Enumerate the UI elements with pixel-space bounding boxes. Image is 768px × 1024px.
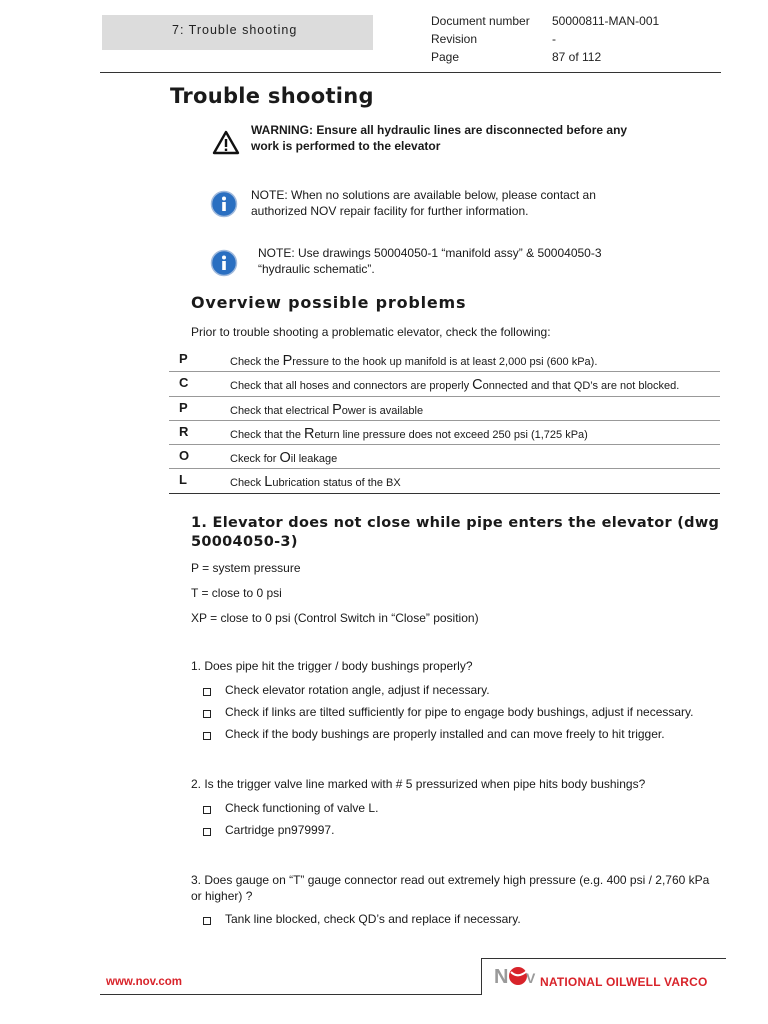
nov-logo-icon xyxy=(494,963,538,989)
revision-label: Revision xyxy=(431,32,478,46)
list-item: Check functioning of valve L. xyxy=(203,801,723,817)
check-description: Check that the Return line pressure does not exceed 250 psi (1,725 kPa) xyxy=(230,425,588,442)
table-row xyxy=(169,469,720,493)
list-item: Tank line blocked, check QD’s and replace if necessary. xyxy=(203,912,723,928)
list-item: Cartridge pn979997. xyxy=(203,823,723,839)
svg-text:V: V xyxy=(526,970,536,986)
check-description: Check that all hoses and connectors are properly Connected and that QD’s are not blocked. xyxy=(230,377,680,394)
checkbox-bullet-icon xyxy=(203,917,211,925)
svg-text:N: N xyxy=(494,966,509,988)
table-row xyxy=(169,421,720,445)
website-link[interactable]: www.nov.com xyxy=(106,976,183,988)
list-item: Check elevator rotation angle, adjust if necessary. xyxy=(203,683,723,699)
check-letter: O xyxy=(179,448,190,464)
check-description: Check that electrical Power is available xyxy=(230,401,424,418)
checkbox-bullet-icon xyxy=(203,806,211,814)
header-divider xyxy=(100,72,721,73)
check-description: Check Lubrication status of the BX xyxy=(230,474,401,491)
company-name: NATIONAL OILWELL VARCO xyxy=(540,975,708,989)
overview-heading: Overview possible problems xyxy=(191,293,467,312)
list-item: Check if the body bushings are properly installed and can move freely to hit trigger. xyxy=(203,727,723,743)
check-letter: L xyxy=(179,472,187,488)
doc-number: 50000811-MAN-001 xyxy=(552,14,660,28)
check-letter: R xyxy=(179,423,189,439)
check-table xyxy=(169,348,720,494)
warning-icon xyxy=(212,130,240,156)
check-letter: P xyxy=(179,351,188,366)
list-item: Check if links are tilted sufficiently for pipe to engage body bushings, adjust if necessary. xyxy=(203,705,723,721)
check-description: Check the Pressure to the hook up manifold is at least 2,000 psi (600 kPa). xyxy=(230,353,598,369)
note-drawings-text: NOTE: Use drawings 50004050-1 “manifold assy” & 50004050-3 “hydraulic schematic”. xyxy=(258,246,602,276)
tank-pressure-line: T = close to 0 psi xyxy=(191,586,282,600)
check-letter: P xyxy=(179,399,188,415)
xp-pressure-line: XP = close to 0 psi (Control Switch in “Close” position) xyxy=(191,611,479,625)
page-title: Trouble shooting xyxy=(170,84,374,108)
question-2: 2. Is the trigger valve line marked with # 5 pressurized when pipe hits body bushings? xyxy=(191,777,646,791)
revision: - xyxy=(552,32,556,46)
page-number: 87 of 112 xyxy=(552,50,602,64)
question-3: 3. Does gauge on “T” gauge connector read out extremely high pressure (e.g. 400 psi / 2,760 kPa or higher) ? xyxy=(191,873,710,903)
checkbox-bullet-icon xyxy=(203,710,211,718)
checkbox-bullet-icon xyxy=(203,828,211,836)
checkbox-bullet-icon xyxy=(203,732,211,740)
page-label: Page xyxy=(431,50,460,64)
info-icon xyxy=(210,249,238,277)
note-contact-text: NOTE: When no solutions are available below, please contact an authorized NOV repair facility for further information. xyxy=(251,188,596,218)
footer-divider-top xyxy=(481,958,726,959)
warning-text: WARNING: Ensure all hydraulic lines are disconnected before any work is performed to the elevator xyxy=(251,123,628,153)
table-row xyxy=(169,348,720,372)
section-label: 7: Trouble shooting xyxy=(172,23,298,37)
check-description: Ckeck for Oil leakage xyxy=(230,450,338,467)
table-row xyxy=(169,397,720,421)
check-letter: C xyxy=(179,375,189,391)
info-icon xyxy=(210,190,238,218)
system-pressure-line: P = system pressure xyxy=(191,561,301,575)
table-row xyxy=(169,445,720,469)
question-1: 1. Does pipe hit the trigger / body bushings properly? xyxy=(191,659,473,673)
checkbox-bullet-icon xyxy=(203,688,211,696)
footer-divider xyxy=(100,994,482,995)
footer-divider-vertical xyxy=(481,958,482,995)
doc-number-label: Document number xyxy=(431,14,530,28)
overview-intro: Prior to trouble shooting a problematic elevator, check the following: xyxy=(191,325,551,339)
table-row xyxy=(169,372,720,396)
section-heading: 1. Elevator does not close while pipe enters the elevator (dwg 50004050-3) xyxy=(191,515,720,550)
